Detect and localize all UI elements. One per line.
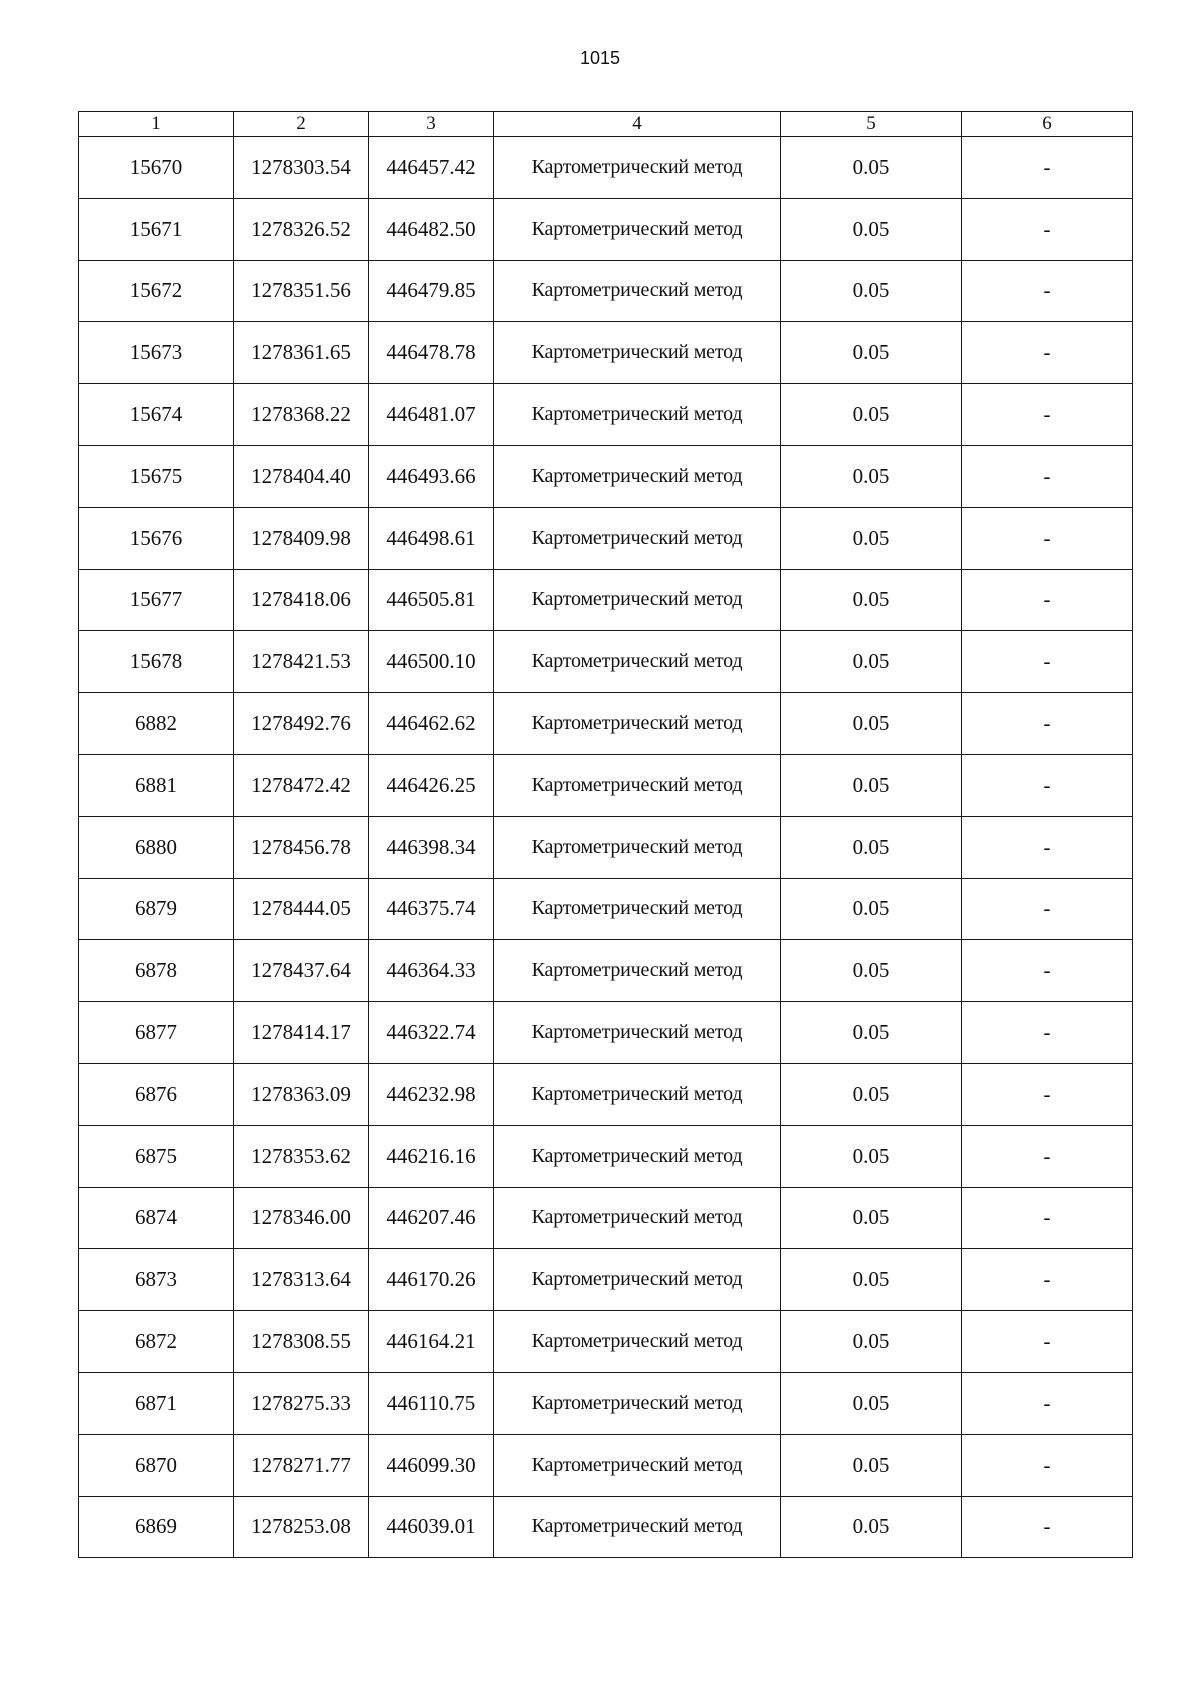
note-cell: - [962,1063,1133,1125]
table-row [79,1063,1133,1125]
table-row [79,1125,1133,1187]
y-coordinate-cell: 446364.33 [369,940,494,1002]
point-number-cell: 15675 [79,445,234,507]
note-cell: - [962,445,1133,507]
table-row [79,1187,1133,1249]
point-number-cell: 15678 [79,631,234,693]
y-coordinate-cell: 446493.66 [369,445,494,507]
note-cell: - [962,1002,1133,1064]
y-coordinate-cell: 446481.07 [369,384,494,446]
note-cell: - [962,693,1133,755]
method-cell: Картометрический метод [494,940,781,1002]
method-cell: Картометрический метод [494,1434,781,1496]
x-coordinate-cell: 1278409.98 [234,507,369,569]
y-coordinate-cell: 446505.81 [369,569,494,631]
x-coordinate-cell: 1278472.42 [234,754,369,816]
x-coordinate-cell: 1278361.65 [234,322,369,384]
x-coordinate-cell: 1278303.54 [234,137,369,199]
accuracy-cell: 0.05 [781,754,962,816]
accuracy-cell: 0.05 [781,816,962,878]
accuracy-cell: 0.05 [781,507,962,569]
x-coordinate-cell: 1278271.77 [234,1434,369,1496]
method-cell: Картометрический метод [494,1496,781,1558]
method-cell: Картометрический метод [494,445,781,507]
table-header [79,112,1133,137]
y-coordinate-cell: 446322.74 [369,1002,494,1064]
note-cell: - [962,384,1133,446]
note-cell: - [962,137,1133,199]
accuracy-cell: 0.05 [781,693,962,755]
x-coordinate-cell: 1278421.53 [234,631,369,693]
point-number-cell: 6876 [79,1063,234,1125]
method-cell: Картометрический метод [494,754,781,816]
x-coordinate-cell: 1278308.55 [234,1311,369,1373]
table-row [79,137,1133,199]
note-cell: - [962,1125,1133,1187]
accuracy-cell: 0.05 [781,198,962,260]
method-cell: Картометрический метод [494,1187,781,1249]
y-coordinate-cell: 446462.62 [369,693,494,755]
x-coordinate-cell: 1278414.17 [234,1002,369,1064]
y-coordinate-cell: 446207.46 [369,1187,494,1249]
point-number-cell: 15676 [79,507,234,569]
table-row [79,1002,1133,1064]
x-coordinate-cell: 1278456.78 [234,816,369,878]
accuracy-cell: 0.05 [781,260,962,322]
point-number-cell: 6878 [79,940,234,1002]
note-cell: - [962,754,1133,816]
x-coordinate-cell: 1278418.06 [234,569,369,631]
method-cell: Картометрический метод [494,507,781,569]
accuracy-cell: 0.05 [781,1125,962,1187]
point-number-cell: 15674 [79,384,234,446]
point-number-cell: 6879 [79,878,234,940]
table-row [79,1249,1133,1311]
table-row [79,1311,1133,1373]
note-cell: - [962,631,1133,693]
column-header-6: 6 [962,112,1133,137]
y-coordinate-cell: 446216.16 [369,1125,494,1187]
y-coordinate-cell: 446479.85 [369,260,494,322]
note-cell: - [962,816,1133,878]
note-cell: - [962,1372,1133,1434]
table-row [79,816,1133,878]
note-cell: - [962,878,1133,940]
point-number-cell: 6873 [79,1249,234,1311]
method-cell: Картометрический метод [494,1125,781,1187]
table-row [79,198,1133,260]
table-row [79,384,1133,446]
x-coordinate-cell: 1278346.00 [234,1187,369,1249]
column-header-3: 3 [369,112,494,137]
point-number-cell: 15672 [79,260,234,322]
y-coordinate-cell: 446375.74 [369,878,494,940]
y-coordinate-cell: 446099.30 [369,1434,494,1496]
method-cell: Картометрический метод [494,384,781,446]
point-number-cell: 6872 [79,1311,234,1373]
y-coordinate-cell: 446426.25 [369,754,494,816]
y-coordinate-cell: 446110.75 [369,1372,494,1434]
method-cell: Картометрический метод [494,322,781,384]
note-cell: - [962,507,1133,569]
accuracy-cell: 0.05 [781,1311,962,1373]
table-row [79,1496,1133,1558]
method-cell: Картометрический метод [494,1311,781,1373]
x-coordinate-cell: 1278444.05 [234,878,369,940]
point-number-cell: 6870 [79,1434,234,1496]
point-number-cell: 6882 [79,693,234,755]
accuracy-cell: 0.05 [781,1434,962,1496]
y-coordinate-cell: 446398.34 [369,816,494,878]
y-coordinate-cell: 446039.01 [369,1496,494,1558]
point-number-cell: 15670 [79,137,234,199]
method-cell: Картометрический метод [494,1002,781,1064]
point-number-cell: 15671 [79,198,234,260]
x-coordinate-cell: 1278363.09 [234,1063,369,1125]
x-coordinate-cell: 1278351.56 [234,260,369,322]
note-cell: - [962,1434,1133,1496]
point-number-cell: 6871 [79,1372,234,1434]
method-cell: Картометрический метод [494,260,781,322]
point-number-cell: 6880 [79,816,234,878]
column-header-5: 5 [781,112,962,137]
accuracy-cell: 0.05 [781,1187,962,1249]
table-row [79,1372,1133,1434]
accuracy-cell: 0.05 [781,1063,962,1125]
method-cell: Картометрический метод [494,198,781,260]
note-cell: - [962,1311,1133,1373]
x-coordinate-cell: 1278275.33 [234,1372,369,1434]
table-row [79,260,1133,322]
point-number-cell: 6869 [79,1496,234,1558]
table-row [79,569,1133,631]
point-number-cell: 6881 [79,754,234,816]
table-body [79,137,1133,1558]
accuracy-cell: 0.05 [781,445,962,507]
note-cell: - [962,198,1133,260]
note-cell: - [962,1187,1133,1249]
y-coordinate-cell: 446498.61 [369,507,494,569]
x-coordinate-cell: 1278492.76 [234,693,369,755]
column-header-2: 2 [234,112,369,137]
table-row [79,1434,1133,1496]
x-coordinate-cell: 1278313.64 [234,1249,369,1311]
method-cell: Картометрический метод [494,693,781,755]
method-cell: Картометрический метод [494,137,781,199]
accuracy-cell: 0.05 [781,1496,962,1558]
x-coordinate-cell: 1278353.62 [234,1125,369,1187]
y-coordinate-cell: 446482.50 [369,198,494,260]
accuracy-cell: 0.05 [781,569,962,631]
point-number-cell: 6874 [79,1187,234,1249]
table-row [79,940,1133,1002]
method-cell: Картометрический метод [494,1063,781,1125]
note-cell: - [962,1249,1133,1311]
x-coordinate-cell: 1278404.40 [234,445,369,507]
point-number-cell: 6877 [79,1002,234,1064]
x-coordinate-cell: 1278326.52 [234,198,369,260]
coordinates-table [78,111,1133,1558]
method-cell: Картометрический метод [494,1372,781,1434]
x-coordinate-cell: 1278368.22 [234,384,369,446]
method-cell: Картометрический метод [494,569,781,631]
note-cell: - [962,940,1133,1002]
note-cell: - [962,260,1133,322]
accuracy-cell: 0.05 [781,1249,962,1311]
accuracy-cell: 0.05 [781,1372,962,1434]
table-row [79,445,1133,507]
point-number-cell: 15677 [79,569,234,631]
accuracy-cell: 0.05 [781,1002,962,1064]
method-cell: Картометрический метод [494,878,781,940]
table-row [79,878,1133,940]
column-header-4: 4 [494,112,781,137]
accuracy-cell: 0.05 [781,631,962,693]
point-number-cell: 15673 [79,322,234,384]
page-number: 1015 [579,48,621,68]
y-coordinate-cell: 446232.98 [369,1063,494,1125]
accuracy-cell: 0.05 [781,384,962,446]
table-row [79,754,1133,816]
y-coordinate-cell: 446500.10 [369,631,494,693]
y-coordinate-cell: 446457.42 [369,137,494,199]
header-row [79,112,1133,137]
note-cell: - [962,1496,1133,1558]
accuracy-cell: 0.05 [781,322,962,384]
accuracy-cell: 0.05 [781,878,962,940]
column-header-1: 1 [79,112,234,137]
x-coordinate-cell: 1278437.64 [234,940,369,1002]
note-cell: - [962,322,1133,384]
note-cell: - [962,569,1133,631]
method-cell: Картометрический метод [494,1249,781,1311]
table-row [79,507,1133,569]
table-row [79,322,1133,384]
accuracy-cell: 0.05 [781,137,962,199]
y-coordinate-cell: 446478.78 [369,322,494,384]
y-coordinate-cell: 446164.21 [369,1311,494,1373]
point-number-cell: 6875 [79,1125,234,1187]
table-row [79,631,1133,693]
x-coordinate-cell: 1278253.08 [234,1496,369,1558]
accuracy-cell: 0.05 [781,940,962,1002]
method-cell: Картометрический метод [494,631,781,693]
y-coordinate-cell: 446170.26 [369,1249,494,1311]
method-cell: Картометрический метод [494,816,781,878]
table-row [79,693,1133,755]
